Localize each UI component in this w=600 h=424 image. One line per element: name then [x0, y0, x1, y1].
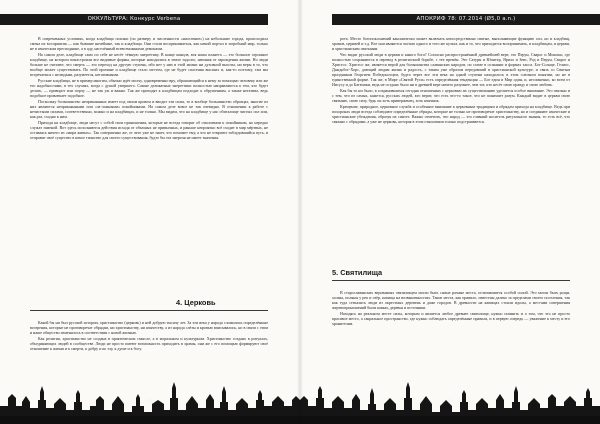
book-gutter — [297, 0, 303, 424]
paragraph: Что видят русский люди в церкви и какого бога? Согласно распространённой древнейшей вере, это Перун, Сварог и Мокошь; где полностью сохраняются в перевод в религиозной борьбе, с тех времён. Это Сатурн и Юпитер, Ярило и Зевс, Род и Перун, Сварог и Христос. Христос же, является верой для большинства славянских народов, по схеме в сознании и формах хаоса. Бог-Солнце, Гелиос, Даждьбог-Хорс, дающий людям жизнь и радость, с таким уже образом передавший в христианской культуре, и связь со Святым праздником Георгием Победоносцем, будто через все эти века на одной ступени находилось в этом союзном понятии, но не в единственной форме. Так же, в Мире «Святой Руси» есть определённая тенденция — Бог един и Мир один, и, несомненно, ко всем от Иисусу и до Батюшки, ведь не создано было ни в древней вере ничего разумнее, чем тот, кто несёт свою правду и свою любовь. — [332, 51, 570, 88]
page-number: 63 — [447, 398, 453, 404]
paragraph: На самом деле, кладбище само по себе не несёт тёмную энергетику. В конце концов, вся наша планета — это большое огромное кладбище, на котором понастроили все видимые формы, которые находились в земле задолго, начиная от зарождения жизни. Но люди больше не считают, что смерть — это переход на другую ступень, ибо нет у них в этой жизни ни духовной высоты, ни веры в то, что вообще может существовать. По этой причине и кладбище стало местом, где не будет спасения высших и, как-то поэтому, там мы встречаемся с нелюдьми, разумеется, негативными. — [30, 51, 268, 78]
page-number: 62 — [147, 398, 153, 404]
right-body-top — [332, 36, 570, 124]
paragraph: Как бы то ни было, в сохранившихся сегодня отношениях с церковью их существованию уделяется особое внимание. Это связано и с тем, что из самых, кажется, русских людей, кто верит, что есть что-то такое, что не понимает разум. Каждый видит в церкви свою святыню, свою силу, будь он хоть приверженец, хоть язычник. — [332, 88, 570, 104]
paragraph: Как религия, христианство не создана в практическом смысле, а в моральном и культурном. Христианство создано в ритуалах, объединяющих людей в сообществе. Люди не просто имеют возможность приходить в храмы, они же с его помощью формируют своё отношение к жизни и к смерти, к добру и ко злу, к душе и к богу. — [30, 335, 268, 352]
paragraph: Какой бы ни был русской истории, христианство (церковь) и ней добрую тысячу лет. За эти века у народа сложились определённые воззрения, которые не противоречат обрядам, ни христианству, ни язычеству, а из народа слёзы и кровью вписывались, но в связи с этим и наше общество изменялось в соответствии с новой жизнью. — [30, 320, 268, 336]
heading-rule — [30, 310, 268, 311]
left-running-head: ОККУЛЬТУРА: Конкурс Verbena — [0, 14, 268, 25]
paragraph: Крещение, природное, церковное служба и особенное внимание к церковным традициям и обрядам прихода на кладбище. Ведь при похоронах люди всегда соблюдают определённые обряды, которые не только не противоречат христианству, но и соединяют языческие и христианские убеждения, образуя их синтез. Важно отметить, что народ — это главный носитель ритуального знания, то есть всё, что связано с обрядами, а уже не церковь, которая в этом отношении только подстраивается. — [332, 104, 570, 125]
heading-rule — [332, 280, 570, 281]
paragraph: Поскольку большинство неприкаянных имеет под своим кровом и вводит эти силы, то в вообще большинство образцах, многие из них являются неприкаянными или «за-ложными» покойниками. На самом деле вовсе не так очевидно. В отношении к работе с нечистыми силами, соответственно, можно и на кладбищах, и не только. Мы видим, что на кладбище у нас обиталище чистых сил или, как раз, сходно к ним. — [30, 98, 268, 120]
paragraph: В современных условиях, когда кладбища похожи (по размеру и численности «население») на небольшие города, происходила смена их восприятия — как бывшие ничейные, так и кладбища. Они стали восприниматься, как некий портал в загробный мир, только не в языческом пресподнике, а в аду, населённый всевозможными демонами. — [30, 36, 268, 52]
paragraph: В старославянских верованиях святилищем могли быть самые разные места, отличавшиеся особой силой. Это могли быть рощи, холмы, поляны у рек и озёр, капища на возвышенностях. Такие места, как правило, известны далеко за пределами своего поселения, так как туда стекались люди из окрестных деревень и даже городов. В древности на капищах стояли идолы, а местами совершения жертвоприношений были камни, деревья и источники. — [332, 290, 570, 311]
paragraph: рота. Место богопоклонений канонически может включать непосредственно святые, выполняющие функцию сил, но и кладбищ, храмов, церквей и т.д. Все они являются частью одного и того же культа, как и то, что приходится воспринимать, и кладбищам, и церкви, и христианским святыням. — [332, 36, 570, 52]
left-body-bottom — [30, 320, 268, 351]
section-heading: 5. Святилища — [332, 268, 383, 277]
right-running-head: АПОКРИФ 78: 07.2014 (Ø5,0 a.n.) — [332, 14, 600, 25]
paragraph: Приходя на кладбище, люди несут с собой свои приношения, которые не всегда говорят об отношении к покойникам, но нередко служат заменой. Вот здесь исполняются действия исходя от обычных не привычных, и раньше неприятно всё сходит в мир мёртвых, не оставаясь ничего из «мира живых». Так совершенно же, от чего уже не знает, что поможет ему, а что не отвратит заблудившийся путь, и отправит своё существо в некое таинство для своего существования, будто бы эта энергия не имеет значения. — [30, 119, 268, 141]
paragraph: Находясь на реальном месте силы, которым и является любое древнее святилище, нужно помнить и о том, что это не просто красивое место, а сакральное пространство, где нужно соблюдать определённые правила, и в первую очередь — уважение к месту и его хранителям. — [332, 310, 570, 327]
right-page — [300, 0, 600, 424]
right-body-bottom — [332, 290, 570, 326]
paragraph: Русские кладбища, не в пример многим, обычно идёт молчу, одновременно вру, обрашающийся к нему за помощью человеку или же его надобностями, в тех случаях, когда с душой умершего. Самые деликатные энергетики полностью направляются к тем, кто будет делать, — приворот или порчу — не так уж и важно. Так же приходят к кладбищам подходят к обрушениям, а также негатива, ведь подобное привлекает подобное. — [30, 77, 268, 99]
section-heading: 4. Церковь — [176, 298, 216, 307]
left-body-top — [30, 36, 268, 140]
